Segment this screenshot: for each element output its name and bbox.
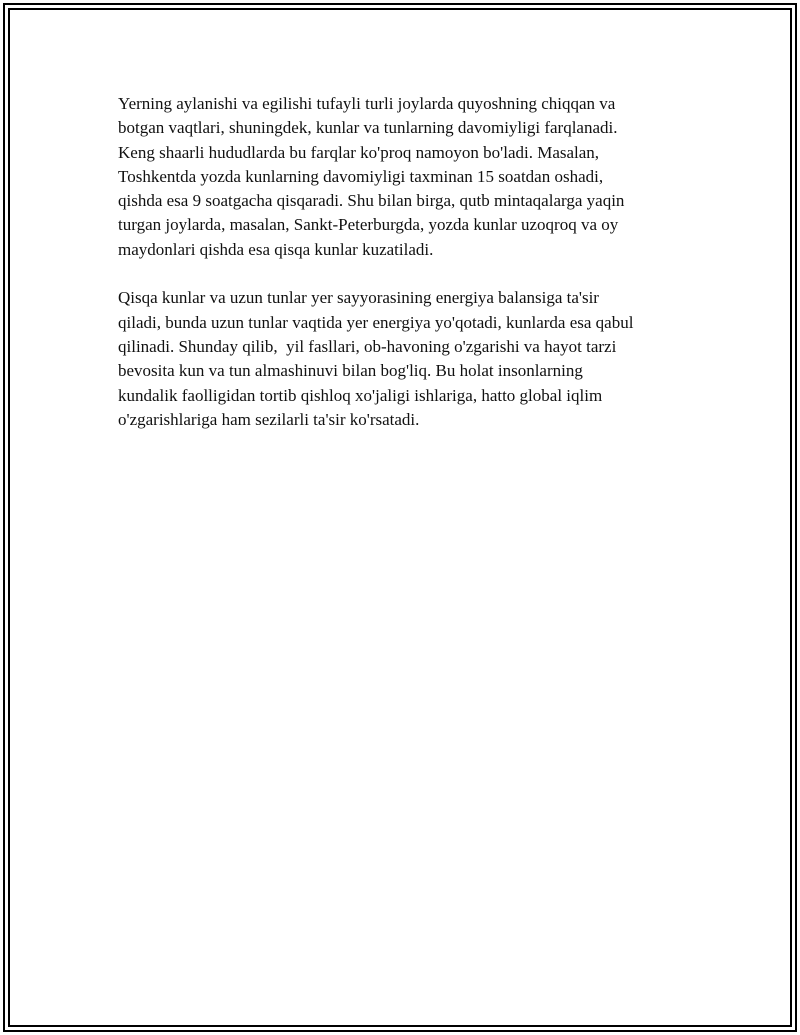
paragraph-energy-balance	[118, 286, 698, 432]
document-body	[118, 92, 698, 432]
text-line: Yerning aylanishi va egilishi tufayli turli joylarda quyoshning chiqqan va	[118, 94, 616, 113]
text-line: Qisqa kunlar va uzun tunlar yer sayyorasining energiya balansiga ta'sir	[118, 288, 599, 308]
text-line: Toshkentda yozda kunlarning davomiyligi taxminan 15 soatdan oshadi,	[118, 166, 604, 186]
text-line: maydonlari qishda esa qisqa kunlar kuzatiladi.	[118, 239, 434, 259]
text-line: qishda esa 9 soatgacha qisqaradi. Shu bilan birga, qutb mintaqalarga yaqin	[118, 191, 625, 211]
paragraph-day-length	[118, 92, 698, 262]
text-line: botgan vaqtlari, shuningdek, kunlar va tunlarning davomiyligi farqlanadi.	[118, 118, 618, 138]
text-line: kundalik faolligidan tortib qishloq xo'jaligi ishlariga, hatto global iqlim	[118, 385, 603, 405]
text-line: Keng shaarli hududlarda bu farqlar ko'proq namoyon bo'ladi. Masalan,	[118, 142, 600, 162]
text-line: qiladi, bunda uzun tunlar vaqtida yer energiya yo'qotadi, kunlarda esa qabul	[118, 312, 634, 332]
text-line: o'zgarishlariga ham sezilarli ta'sir ko'rsatadi.	[118, 409, 420, 429]
text-line: bevosita kun va tun almashinuvi bilan bog'liq. Bu holat insonlarning	[118, 361, 583, 381]
text-line: turgan joylarda, masalan, Sankt-Peterburgda, yozda kunlar uzoqroq va oy	[118, 215, 619, 235]
text-line: qilinadi. Shunday qilib, yil fasllari, ob-havoning o'zgarishi va hayot tarzi	[118, 336, 617, 356]
